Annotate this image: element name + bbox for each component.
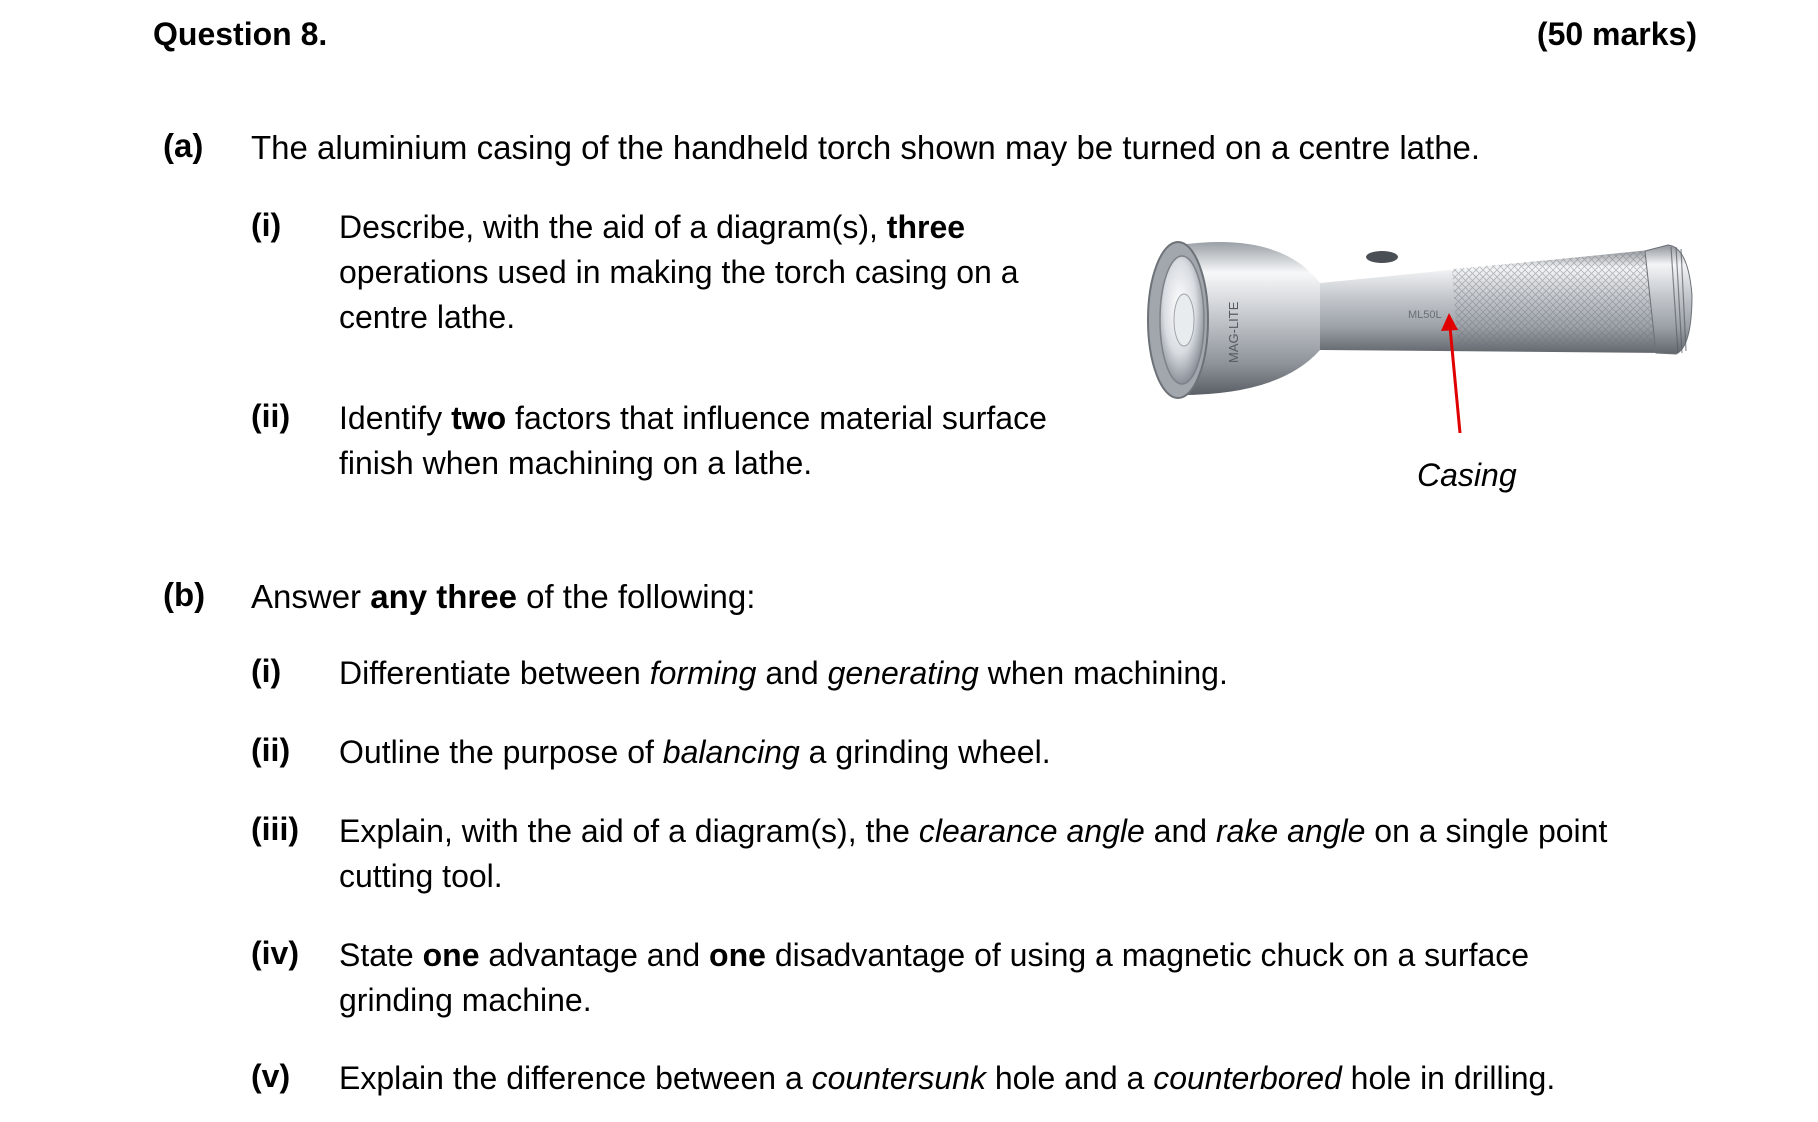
part-b-iii-label: (iii)	[251, 811, 299, 847]
torch-reflector	[1174, 294, 1194, 346]
part-b-iv-text: State one advantage and one disadvantage of using a magnetic chuck on a surface grinding machine.	[339, 937, 1530, 1018]
part-b-i-text: Differentiate between forming and generating when machining.	[339, 655, 1228, 691]
part-a-i-text: Describe, with the aid of a diagram(s), three operations used in making the torch casing on a centre lathe.	[339, 209, 1019, 335]
part-b-label: (b)	[163, 576, 206, 613]
part-b-i-label: (i)	[251, 653, 282, 689]
torch-switch-button	[1366, 251, 1398, 263]
part-b-intro: Answer any three of the following:	[251, 578, 756, 615]
torch-brand-text: MAG-LITE	[1226, 301, 1241, 363]
part-a-ii-label: (ii)	[251, 398, 291, 434]
part-b-v-label: (v)	[251, 1058, 291, 1094]
torch-model-mark: ML50L	[1408, 309, 1442, 321]
part-b-ii-label: (ii)	[251, 732, 291, 768]
part-a-i-label: (i)	[251, 207, 282, 243]
part-a-ii-text: Identify two factors that influence material surface finish when machining on a lathe.	[339, 400, 1047, 481]
question-title: Question 8.	[153, 16, 328, 52]
part-a-label: (a)	[163, 127, 204, 164]
part-b-v-text: Explain the difference between a countersunk hole and a counterbored hole in drilling.	[339, 1060, 1556, 1096]
part-b-iii-text: Explain, with the aid of a diagram(s), the clearance angle and rake angle on a single point cutting tool.	[339, 813, 1608, 894]
part-b-ii-text: Outline the purpose of balancing a grinding wheel.	[339, 734, 1051, 770]
part-b-iv-label: (iv)	[251, 935, 299, 971]
torch-knurled-grip	[1452, 251, 1656, 351]
part-a-text: The aluminium casing of the handheld torch shown may be turned on a centre lathe.	[251, 129, 1481, 166]
casing-label: Casing	[1417, 457, 1517, 493]
question-marks: (50 marks)	[1536, 16, 1697, 52]
